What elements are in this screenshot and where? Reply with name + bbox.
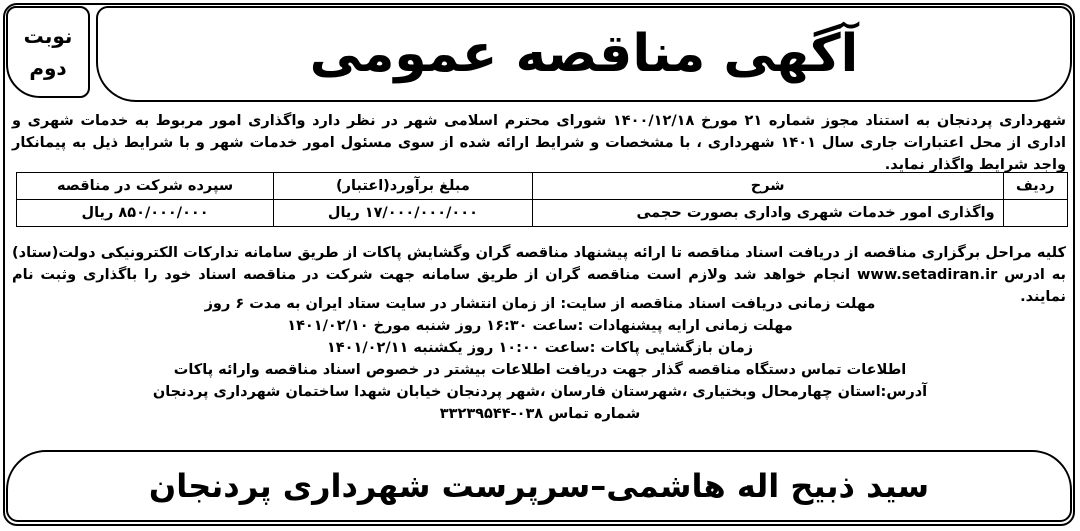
proposal-deadline: مهلت زمانی ارایه پیشنهادات :ساعت ۱۶:۳۰ روز شنبه مورخ ۱۴۰۱/۰۲/۱۰: [287, 318, 793, 334]
document-deadline: مهلت زمانی دریافت اسناد مناقصه از سایت: از زمان انتشار در سایت ستاد ایران به مدت ۶ روز: [204, 296, 876, 312]
badge-line-1: نوبت: [23, 24, 73, 48]
contact-info: اطلاعات تماس دستگاه مناقصه گذار جهت دریافت اطلاعات بیشتر در خصوص اسناد مناقصه وارائه پاکات: [173, 362, 907, 378]
tender-details: [100, 293, 980, 425]
tender-table: [16, 172, 1068, 227]
signature-banner: [6, 450, 1072, 522]
signature: سید ذبیح اله هاشمی–سرپرست شهرداری پردنجان: [148, 467, 930, 505]
process-text-before: کلیه مراحل برگزاری مناقصه از دریافت اسناد مناقصه تا ارائه پیشنهاد مناقصه گران وگشایش پاکات از طریق سامانه تدارکات الکترونیکی دولت(ستاد) به ادرس: [12, 245, 1066, 283]
intro-paragraph: شهرداری پردنجان به استناد مجوز شماره ۲۱ مورخ ۱۴۰۰/۱۲/۱۸ شورای محترم اسلامی شهر در نظر دارد واگذاری امور مربوط به خدمات شهری و اداری از محل اعتبارات جاری سال ۱۴۰۱ شهرداری ، با مشخصات و شرایط ارائه شده از سوی مسئول امور خدمات شهر و با شرایط ذیل به پیمانکار واجد شرایط واگذار نماید.: [12, 113, 1066, 173]
badge-line-2: دوم: [29, 56, 67, 80]
table-header-row: [17, 173, 1068, 200]
header-deposit: سپرده شرکت در مناقصه: [17, 173, 274, 200]
header-amount: مبلغ برآورد(اعتبار): [274, 173, 533, 200]
publication-round-badge: [6, 6, 90, 98]
header-row-number: ردیف: [1003, 173, 1067, 200]
cell-amount: ۱۷/۰۰۰/۰۰۰/۰۰۰ ریال: [274, 200, 533, 227]
cell-deposit: ۸۵۰/۰۰۰/۰۰۰ ریال: [17, 200, 274, 227]
opening-time: زمان بازگشایی پاکات :ساعت ۱۰:۰۰ روز یکشنبه ۱۴۰۱/۰۲/۱۱: [326, 340, 754, 356]
phone-number: شماره تماس ۰۳۸-۳۳۲۳۹۵۴۴: [439, 406, 641, 422]
table-row: [17, 200, 1068, 227]
title-banner: [96, 6, 1072, 102]
page-title: آگهی مناقصه عمومی: [309, 24, 859, 84]
cell-description: واگذاری امور خدمات شهری واداری بصورت حجمی: [532, 200, 1003, 227]
cell-row-number: [1003, 200, 1067, 227]
process-text-after: انجام خواهد شد ولازم است مناقصه گران از طریق سامانه جهت شرکت در مناقصه اسناد خود را باگذاری وثبت نام نمایند.: [12, 267, 1066, 305]
address: آدرس:استان چهارمحال وبختیاری ،شهرستان فارسان ،شهر پردنجان خیابان شهدا ساختمان شهرداری پردنجان: [152, 384, 928, 400]
setad-website-link[interactable]: www.setadiran.ir: [857, 267, 998, 283]
header-description: شرح: [532, 173, 1003, 200]
